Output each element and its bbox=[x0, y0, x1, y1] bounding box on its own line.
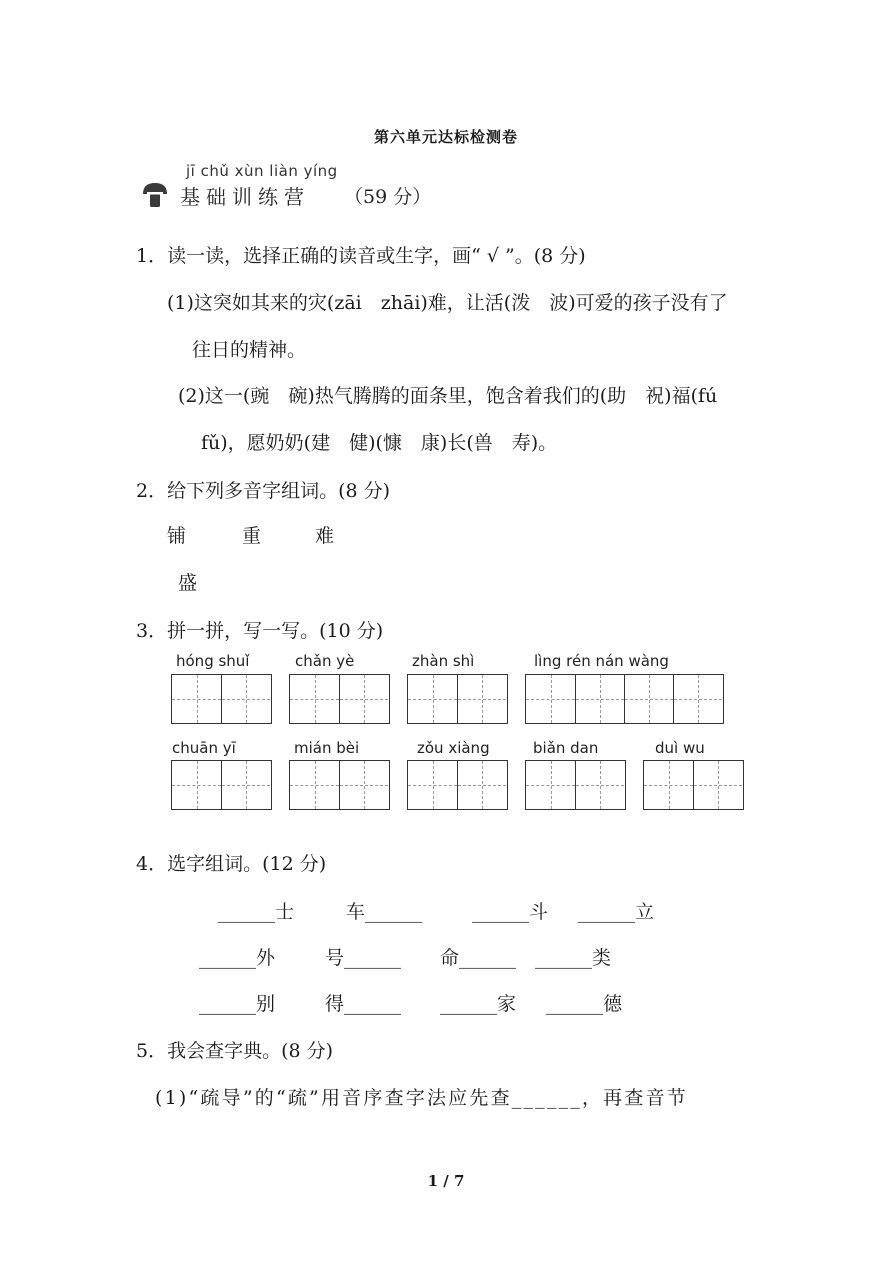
writing-grid[interactable] bbox=[407, 674, 508, 724]
pinyin-label: chǎn yè bbox=[295, 652, 355, 670]
pinyin-label: mián bèi bbox=[294, 739, 360, 757]
writing-grid[interactable] bbox=[525, 760, 626, 810]
fill-blank-word: 车______ bbox=[346, 901, 423, 923]
pinyin-label: lìng rén nán wàng bbox=[534, 652, 669, 670]
writing-grid[interactable] bbox=[289, 674, 390, 724]
section-pinyin: jī chǔ xùn liàn yíng bbox=[186, 162, 338, 180]
question-2-stem: 2．给下列多音字组词。(8 分) bbox=[136, 480, 391, 502]
polyphone-char: 重 bbox=[242, 525, 262, 547]
question-1-line-3: (2)这一(豌 碗)热气腾腾的面条里，饱含着我们的(助 祝)福(fú bbox=[178, 385, 718, 407]
fill-blank-word: 命______ bbox=[440, 947, 517, 969]
pinyin-label: duì wu bbox=[655, 739, 705, 757]
fill-blank-word: ______士 bbox=[218, 901, 295, 923]
section-badge-icon bbox=[140, 180, 170, 210]
fill-blank-word: ______类 bbox=[535, 947, 612, 969]
polyphone-char: 铺 bbox=[167, 525, 187, 547]
page-number: 1 / 7 bbox=[427, 1172, 465, 1190]
writing-grid[interactable] bbox=[643, 760, 744, 810]
fill-blank-word: ______家 bbox=[440, 993, 517, 1015]
polyphone-char: 难 bbox=[315, 525, 335, 547]
question-1-line-1: (1)这突如其来的灾(zāi zhāi)难，让活(泼 波)可爱的孩子没有了 bbox=[167, 292, 728, 314]
fill-blank-word: ______别 bbox=[199, 993, 276, 1015]
question-1-line-4: fǔ)，愿奶奶(建 健)(慷 康)长(兽 寿)。 bbox=[201, 432, 558, 454]
writing-grid[interactable] bbox=[289, 760, 390, 810]
writing-grid[interactable] bbox=[171, 674, 272, 724]
writing-grid[interactable] bbox=[407, 760, 508, 810]
pinyin-label: biǎn dan bbox=[533, 739, 599, 757]
question-1-stem: 1．读一读，选择正确的读音或生字，画“ √ ”。(8 分) bbox=[136, 245, 586, 267]
question-5-stem: 5．我会查字典。(8 分) bbox=[136, 1040, 334, 1062]
fill-blank-word: ______立 bbox=[578, 901, 655, 923]
question-5-line-1: (1)“疏导”的“疏”用音序查字法应先查______，再查音节 bbox=[155, 1087, 688, 1109]
pinyin-label: zhàn shì bbox=[412, 652, 475, 670]
page-title: 第六单元达标检测卷 bbox=[373, 128, 518, 146]
pinyin-label: zǒu xiàng bbox=[417, 739, 490, 757]
polyphone-char: 盛 bbox=[178, 572, 198, 594]
fill-blank-word: ______外 bbox=[199, 947, 276, 969]
section-title: 基础训练营 bbox=[180, 185, 310, 209]
pinyin-label: hóng shuǐ bbox=[176, 652, 250, 670]
fill-blank-word: ______斗 bbox=[472, 901, 549, 923]
fill-blank-word: ______德 bbox=[546, 993, 623, 1015]
writing-grid[interactable] bbox=[525, 674, 724, 724]
fill-blank-word: 得______ bbox=[325, 993, 402, 1015]
pinyin-label: chuān yī bbox=[172, 739, 236, 757]
question-1-line-2: 往日的精神。 bbox=[192, 339, 307, 361]
writing-grid[interactable] bbox=[171, 760, 272, 810]
section-score: （59 分） bbox=[344, 186, 432, 208]
question-3-stem: 3．拼一拼，写一写。(10 分) bbox=[136, 620, 384, 642]
question-4-stem: 4．选字组词。(12 分) bbox=[136, 853, 327, 875]
fill-blank-word: 号______ bbox=[325, 947, 402, 969]
